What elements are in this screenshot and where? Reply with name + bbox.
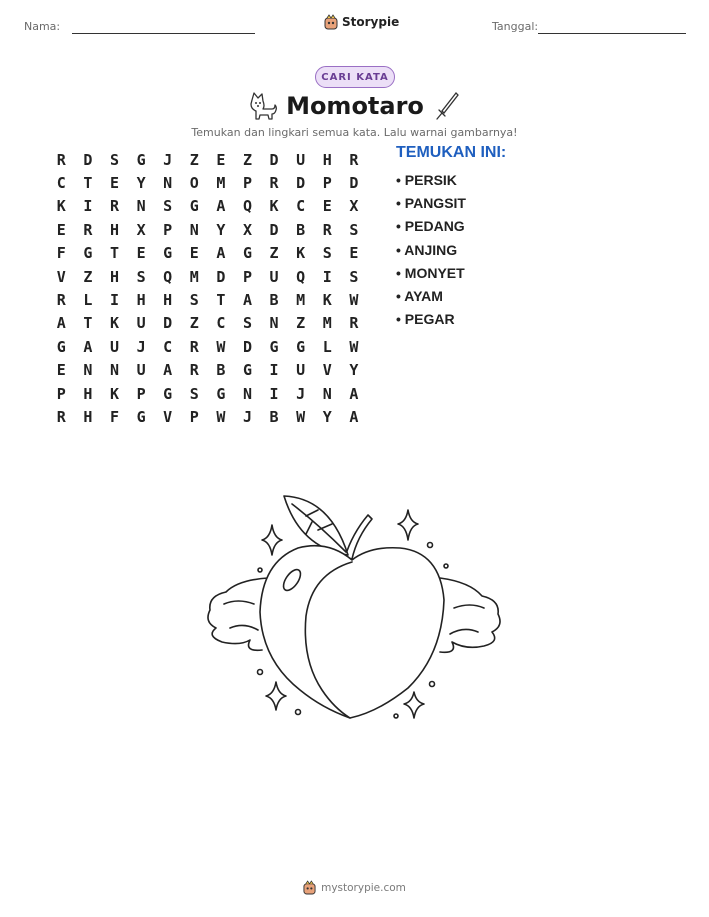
grid-cell[interactable]: H (109, 267, 119, 286)
grid-cell[interactable]: E (56, 220, 66, 239)
grid-cell[interactable]: N (83, 361, 93, 380)
grid-cell[interactable]: M (189, 267, 199, 286)
grid-cell[interactable]: B (216, 361, 226, 380)
grid-row (48, 195, 367, 218)
grid-cell[interactable]: S (242, 314, 252, 333)
grid-cell[interactable]: K (269, 197, 279, 216)
grid-cell[interactable]: G (189, 197, 199, 216)
word-list-item: • MONYET (396, 264, 465, 281)
grid-cell[interactable]: P (242, 174, 252, 193)
footer (0, 880, 709, 895)
grid-cell[interactable]: G (296, 337, 306, 356)
grid-cell[interactable]: E (109, 174, 119, 193)
storypie-logo-icon (303, 880, 316, 895)
word-list-item: • PANGSIT (396, 195, 466, 212)
grid-cell[interactable]: G (136, 407, 146, 426)
grid-cell[interactable]: Z (269, 244, 279, 263)
grid-cell[interactable]: L (83, 291, 93, 310)
grid-cell[interactable]: N (109, 361, 119, 380)
grid-cell[interactable]: A (83, 337, 93, 356)
brand[interactable] (324, 14, 399, 30)
grid-cell[interactable]: H (136, 291, 146, 310)
grid-row (48, 265, 367, 288)
grid-cell[interactable]: B (296, 220, 306, 239)
grid-cell[interactable]: Z (189, 150, 199, 169)
grid-cell[interactable]: A (349, 384, 359, 403)
grid-cell[interactable]: G (56, 337, 66, 356)
grid-cell[interactable]: I (269, 361, 279, 380)
grid-cell[interactable]: I (269, 384, 279, 403)
grid-cell[interactable]: G (242, 361, 252, 380)
grid-cell[interactable]: A (216, 197, 226, 216)
grid-cell[interactable]: T (216, 291, 226, 310)
word-list-item: • ANJING (396, 241, 458, 258)
grid-cell[interactable]: Y (136, 174, 146, 193)
storypie-logo-icon (324, 14, 338, 30)
grid-cell[interactable]: D (216, 267, 226, 286)
grid-cell[interactable]: U (136, 314, 146, 333)
brand-name: Storypie (342, 15, 400, 29)
grid-cell[interactable]: S (136, 267, 146, 286)
grid-cell[interactable]: H (322, 150, 332, 169)
grid-cell[interactable]: R (189, 361, 199, 380)
word-list-item: • PEDANG (396, 218, 465, 235)
name-field[interactable] (72, 33, 255, 34)
grid-cell[interactable]: S (189, 384, 199, 403)
grid-cell[interactable]: R (56, 291, 66, 310)
grid-row (48, 382, 367, 405)
grid-cell[interactable]: R (349, 314, 359, 333)
grid-row (48, 359, 367, 382)
grid-cell[interactable]: S (163, 197, 173, 216)
grid-cell[interactable]: L (322, 337, 332, 356)
grid-cell[interactable]: C (216, 314, 226, 333)
grid-cell[interactable]: G (163, 244, 173, 263)
grid-cell[interactable]: R (322, 220, 332, 239)
grid-cell[interactable]: K (109, 384, 119, 403)
grid-cell[interactable]: G (269, 337, 279, 356)
grid-cell[interactable]: P (322, 174, 332, 193)
grid-cell[interactable]: A (163, 361, 173, 380)
grid-cell[interactable]: E (322, 197, 332, 216)
grid-cell[interactable]: E (189, 244, 199, 263)
grid-cell[interactable]: J (136, 337, 146, 356)
grid-cell[interactable]: A (349, 407, 359, 426)
grid-cell[interactable]: P (242, 267, 252, 286)
grid-cell[interactable]: J (163, 150, 173, 169)
grid-cell[interactable]: N (189, 220, 199, 239)
grid-cell[interactable]: A (216, 244, 226, 263)
grid-cell[interactable]: U (269, 267, 279, 286)
grid-cell[interactable]: E (136, 244, 146, 263)
grid-cell[interactable]: P (163, 220, 173, 239)
grid-cell[interactable]: C (56, 174, 66, 193)
grid-cell[interactable]: C (296, 197, 306, 216)
grid-cell[interactable]: G (216, 384, 226, 403)
grid-cell[interactable]: X (136, 220, 146, 239)
date-field[interactable] (538, 33, 686, 34)
grid-cell[interactable]: G (163, 384, 173, 403)
grid-cell[interactable]: D (269, 150, 279, 169)
grid-cell[interactable]: R (189, 337, 199, 356)
grid-cell[interactable]: J (242, 407, 252, 426)
grid-cell[interactable]: R (83, 220, 93, 239)
grid-cell[interactable]: G (242, 244, 252, 263)
grid-cell[interactable]: Z (242, 150, 252, 169)
word-list-heading: TEMUKAN INI: (396, 144, 507, 161)
grid-row (48, 312, 367, 335)
grid-cell[interactable]: M (296, 291, 306, 310)
category-badge: CARI KATA (315, 66, 395, 88)
grid-cell[interactable]: D (83, 150, 93, 169)
grid-row (48, 242, 367, 265)
page-title: Momotaro (286, 92, 424, 120)
grid-row (48, 288, 367, 311)
grid-cell[interactable]: R (56, 150, 66, 169)
grid-row (48, 148, 367, 171)
grid-cell[interactable]: I (109, 291, 119, 310)
grid-cell[interactable]: Y (216, 220, 226, 239)
grid-cell[interactable]: Y (349, 361, 359, 380)
grid-cell[interactable]: H (83, 384, 93, 403)
grid-cell[interactable]: S (349, 220, 359, 239)
grid-cell[interactable]: E (56, 361, 66, 380)
grid-cell[interactable]: B (269, 291, 279, 310)
grid-cell[interactable]: S (322, 244, 332, 263)
grid-cell[interactable]: W (216, 337, 226, 356)
grid-cell[interactable]: K (322, 291, 332, 310)
grid-cell[interactable]: W (216, 407, 226, 426)
grid-cell[interactable]: R (109, 197, 119, 216)
grid-cell[interactable]: Q (163, 267, 173, 286)
grid-cell[interactable]: H (163, 291, 173, 310)
grid-cell[interactable]: U (136, 361, 146, 380)
grid-cell[interactable]: D (163, 314, 173, 333)
grid-cell[interactable]: F (56, 244, 66, 263)
sword-icon (434, 91, 460, 121)
grid-cell[interactable]: E (216, 150, 226, 169)
grid-cell[interactable]: N (269, 314, 279, 333)
footer-url[interactable]: mystorypie.com (321, 881, 406, 894)
grid-cell[interactable]: U (296, 150, 306, 169)
grid-cell[interactable]: R (269, 174, 279, 193)
grid-cell[interactable]: D (349, 174, 359, 193)
grid-cell[interactable]: V (163, 407, 173, 426)
grid-cell[interactable]: A (242, 291, 252, 310)
grid-cell[interactable]: D (296, 174, 306, 193)
grid-cell[interactable]: U (109, 337, 119, 356)
grid-cell[interactable]: N (163, 174, 173, 193)
grid-cell[interactable]: R (56, 407, 66, 426)
word-list-item: • PEGAR (396, 311, 455, 328)
grid-cell[interactable]: G (83, 244, 93, 263)
grid-cell[interactable]: K (296, 244, 306, 263)
date-label: Tanggal: (492, 20, 539, 33)
grid-row (48, 218, 367, 241)
grid-cell[interactable]: U (296, 361, 306, 380)
grid-cell[interactable]: I (83, 197, 93, 216)
grid-cell[interactable]: D (242, 337, 252, 356)
grid-cell[interactable]: H (83, 407, 93, 426)
grid-cell[interactable]: S (109, 150, 119, 169)
grid-cell[interactable]: W (349, 337, 359, 356)
grid-cell[interactable]: M (216, 174, 226, 193)
grid-cell[interactable]: W (349, 291, 359, 310)
grid-cell[interactable]: W (296, 407, 306, 426)
word-list-item: • PERSIK (396, 172, 457, 188)
grid-cell[interactable]: K (109, 314, 119, 333)
grid-cell[interactable]: J (296, 384, 306, 403)
grid-cell[interactable]: S (189, 291, 199, 310)
grid-cell[interactable]: P (56, 384, 66, 403)
grid-cell[interactable]: Q (296, 267, 306, 286)
grid-row (48, 335, 367, 358)
grid-cell[interactable]: N (322, 384, 332, 403)
grid-cell[interactable]: M (322, 314, 332, 333)
grid-cell[interactable]: C (163, 337, 173, 356)
grid-cell[interactable]: G (136, 150, 146, 169)
word-search-grid (48, 148, 367, 429)
grid-cell[interactable]: T (83, 174, 93, 193)
grid-cell[interactable]: I (322, 267, 332, 286)
grid-row (48, 405, 367, 428)
grid-cell[interactable]: T (109, 244, 119, 263)
grid-cell[interactable]: B (269, 407, 279, 426)
word-list (396, 171, 466, 333)
grid-cell[interactable]: K (56, 197, 66, 216)
grid-cell[interactable]: V (56, 267, 66, 286)
peach-coloring-illustration (200, 490, 505, 725)
grid-cell[interactable]: Z (83, 267, 93, 286)
grid-cell[interactable]: D (269, 220, 279, 239)
grid-cell[interactable]: X (349, 197, 359, 216)
grid-cell[interactable]: N (242, 384, 252, 403)
grid-cell[interactable]: A (56, 314, 66, 333)
grid-cell[interactable]: P (136, 384, 146, 403)
grid-cell[interactable]: P (189, 407, 199, 426)
grid-row (48, 171, 367, 194)
grid-cell[interactable]: Z (189, 314, 199, 333)
grid-cell[interactable]: V (322, 361, 332, 380)
grid-cell[interactable]: N (136, 197, 146, 216)
grid-cell[interactable]: Z (296, 314, 306, 333)
grid-cell[interactable]: X (242, 220, 252, 239)
name-label: Nama: (24, 20, 61, 33)
grid-cell[interactable]: E (349, 244, 359, 263)
grid-cell[interactable]: Y (322, 407, 332, 426)
grid-cell[interactable]: Q (242, 197, 252, 216)
dog-icon (246, 90, 278, 120)
grid-cell[interactable]: H (109, 220, 119, 239)
instructions: Temukan dan lingkari semua kata. Lalu warnai gambarnya! (191, 126, 518, 139)
grid-cell[interactable]: T (83, 314, 93, 333)
grid-cell[interactable]: S (349, 267, 359, 286)
grid-cell[interactable]: F (109, 407, 119, 426)
grid-cell[interactable]: R (349, 150, 359, 169)
word-list-item: • AYAM (396, 287, 443, 304)
grid-cell[interactable]: O (189, 174, 199, 193)
